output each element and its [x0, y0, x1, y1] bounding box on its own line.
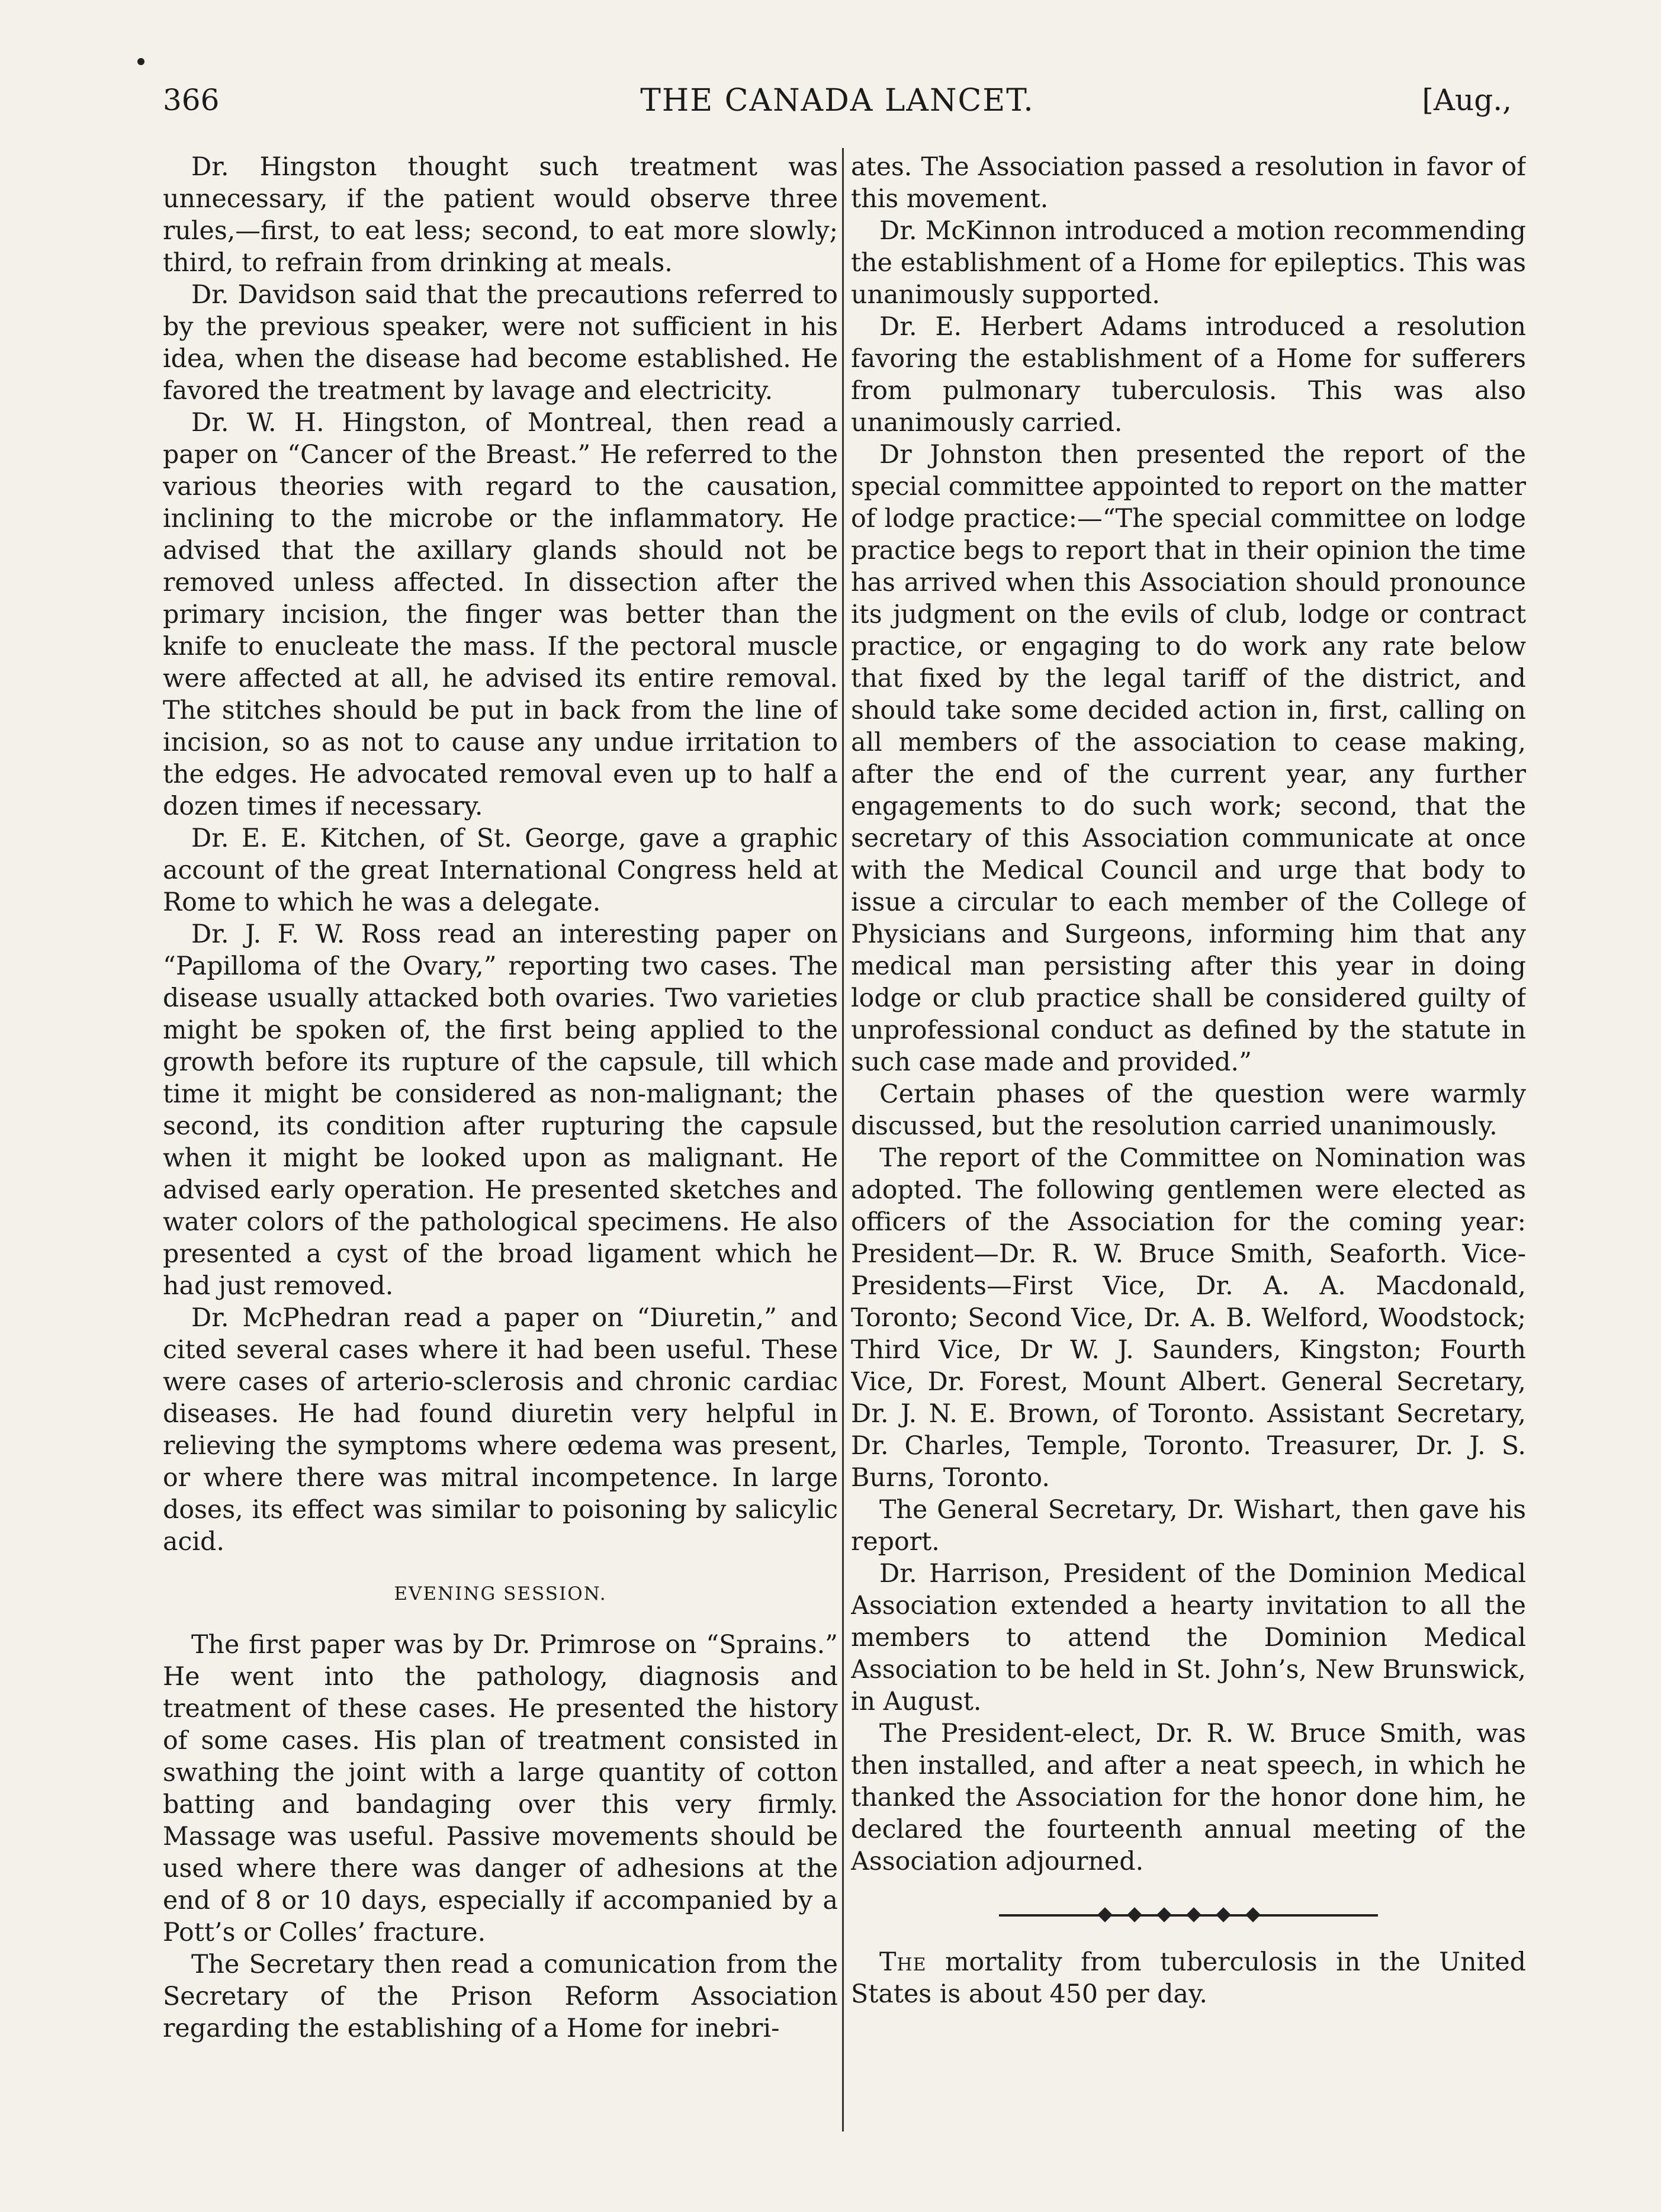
paragraph: Dr. J. F. W. Ross read an interesting paper on “Papilloma of the Ovary,” reporting two cases. The disease usually attacked both ovaries. Two varieties might be spoken of, the first being applied to the growth before its rupture of the capsule, till which time it might be considered as non-malignant; the second, its condition after rupturing the capsule when it might be looked upon as malignant. He advised early operation. He presented sketches and water colors of the pathological specimens. He also presented a cyst of the broad ligament which he had just removed.	[163, 919, 838, 1301]
paragraph: Dr. E. E. Kitchen, of St. George, gave a graphic account of the great International Congress held at Rome to which he was a delegate.	[163, 824, 838, 917]
column-divider	[842, 148, 844, 2131]
paragraph: Dr. McKinnon introduced a motion recommending the establishment of a Home for epileptics. This was unanimously supported.	[851, 216, 1526, 310]
paragraph: The Secretary then read a comunication from the Secretary of the Prison Reform Association regarding the establishing of a Home for inebri-	[163, 1950, 838, 2043]
paragraph: Dr. W. H. Hingston, of Montreal, then read a paper on “Cancer of the Breast.” He referred to the various theories with regard to the causation, inclining to the microbe or the inflammatory. He advised that the axillary glands should not be removed unless affected. In dissection after the primary incision, the finger was better than the knife to enucleate the mass. If the pectoral muscle were affected at all, he advised its entire removal. The stitches should be put in back from the line of incision, so as not to cause any undue irritation to the edges. He advocated removal even up to half a dozen times if necessary.	[163, 408, 838, 821]
margin-dot	[137, 58, 144, 65]
ornament-diamond	[1097, 1907, 1112, 1922]
issue-month: [Aug.,	[1422, 83, 1512, 117]
paragraph: Certain phases of the question were warmly discussed, but the resolution carried unanimously.	[851, 1079, 1526, 1141]
paragraph-continuation: ates. The Association passed a resolution in favor of this movement.	[851, 152, 1526, 214]
running-head	[163, 83, 1512, 130]
left-column	[163, 151, 838, 2140]
paragraph: The first paper was by Dr. Primrose on “Sprains.” He went into the pathology, diagnosis and treatment of these cases. He presented the history of some cases. His plan of treatment consisted in swathing the joint with a large quantity of cotton batting and bandaging over this very firmly. Massage was useful. Passive movements should be used where there was danger of adhesions at the end of 8 or 10 days, especially if accompanied by a Pott’s or Colles’ fracture.	[163, 1630, 838, 1947]
paragraph: Dr. E. Herbert Adams introduced a resolution favoring the establishment of a Home for sufferers from pulmonary tuberculosis. This was also unanimously carried.	[851, 312, 1526, 438]
ornament-diamond	[1186, 1907, 1201, 1922]
closing-note	[851, 1946, 1526, 2010]
ornament-diamond	[1216, 1907, 1231, 1922]
ornament-diamond	[1156, 1907, 1171, 1922]
paragraph: Dr. Hingston thought such treatment was unnecessary, if the patient would observe three rules,—first, to eat less; second, to eat more slowly; third, to refrain from drinking at meals.	[163, 152, 838, 278]
ornament-diamond	[1245, 1907, 1260, 1922]
paragraph: The President-elect, Dr. R. W. Bruce Smith, was then installed, and after a neat speech, in which he thanked the Association for the honor done him, he declared the fourteenth annual meeting of the Association adjourned.	[851, 1719, 1526, 1876]
paragraph: Dr. Harrison, President of the Dominion Medical Association extended a hearty invitation to all the members to attend the Dominion Medical Association to be held in St. John’s, New Brunswick, in August.	[851, 1559, 1526, 1716]
paragraph: The report of the Committee on Nomination was adopted. The following gentlemen were elected as officers of the Association for the coming year: President—Dr. R. W. Bruce Smith, Seaforth. Vice-Presidents—First Vice, Dr. A. A. Macdonald, Toronto; Second Vice, Dr. A. B. Welford, Woodstock; Third Vice, Dr W. J. Saunders, Kingston; Fourth Vice, Dr. Forest, Mount Albert. General Secretary, Dr. J. N. E. Brown, of Toronto. Assistant Secretary, Dr. Charles, Temple, Toronto. Treasurer, Dr. J. S. Burns, Toronto.	[851, 1143, 1526, 1493]
paragraph: Dr. McPhedran read a paper on “Diuretin,” and cited several cases where it had been useful. These were cases of arterio-sclerosis and chronic cardiac diseases. He had found diuretin very helpful in relieving the symptoms where œdema was present, or where there was mitral incompetence. In large doses, its effect was similar to poisoning by salicylic acid.	[163, 1303, 838, 1557]
paragraph: Dr Johnston then presented the report of the special committee appointed to report on the matter of lodge practice:—“The special committee on lodge practice begs to report that in their opinion the time has arrived when this Association should pronounce its judgment on the evils of club, lodge or contract practice, or engaging to do work any rate below that fixed by the legal tariff of the district, and should take some decided action in, first, calling on all members of the association to cease making, after the end of the current year, any further engagements to do such work; second, that the secretary of this Association communicate at once with the Medical Council and urge that body to issue a circular to each member of the College of Physicians and Surgeons, informing him that any medical man persisting after this year in doing lodge or club practice shall be considered guilty of unprofessional conduct as defined by the statute in such case made and provided.”	[851, 440, 1526, 1077]
paragraph: The General Secretary, Dr. Wishart, then gave his report.	[851, 1495, 1526, 1557]
closing-note-text: mortality from tuberculosis in the United States is about 450 per day.	[851, 1947, 1526, 2009]
closing-note-lead: The	[879, 1947, 927, 1977]
ornamental-rule	[851, 1898, 1526, 1933]
page-number: 366	[163, 83, 220, 117]
section-heading: EVENING SESSION.	[394, 1583, 607, 1605]
journal-title: THE CANADA LANCET.	[640, 83, 1034, 118]
ornament-diamond	[1127, 1907, 1142, 1922]
right-column	[851, 151, 1526, 2140]
paragraph: Dr. Davidson said that the precautions referred to by the previous speaker, were not sufficient in his idea, when the disease had become established. He favored the treatment by lavage and electricity.	[163, 280, 838, 406]
